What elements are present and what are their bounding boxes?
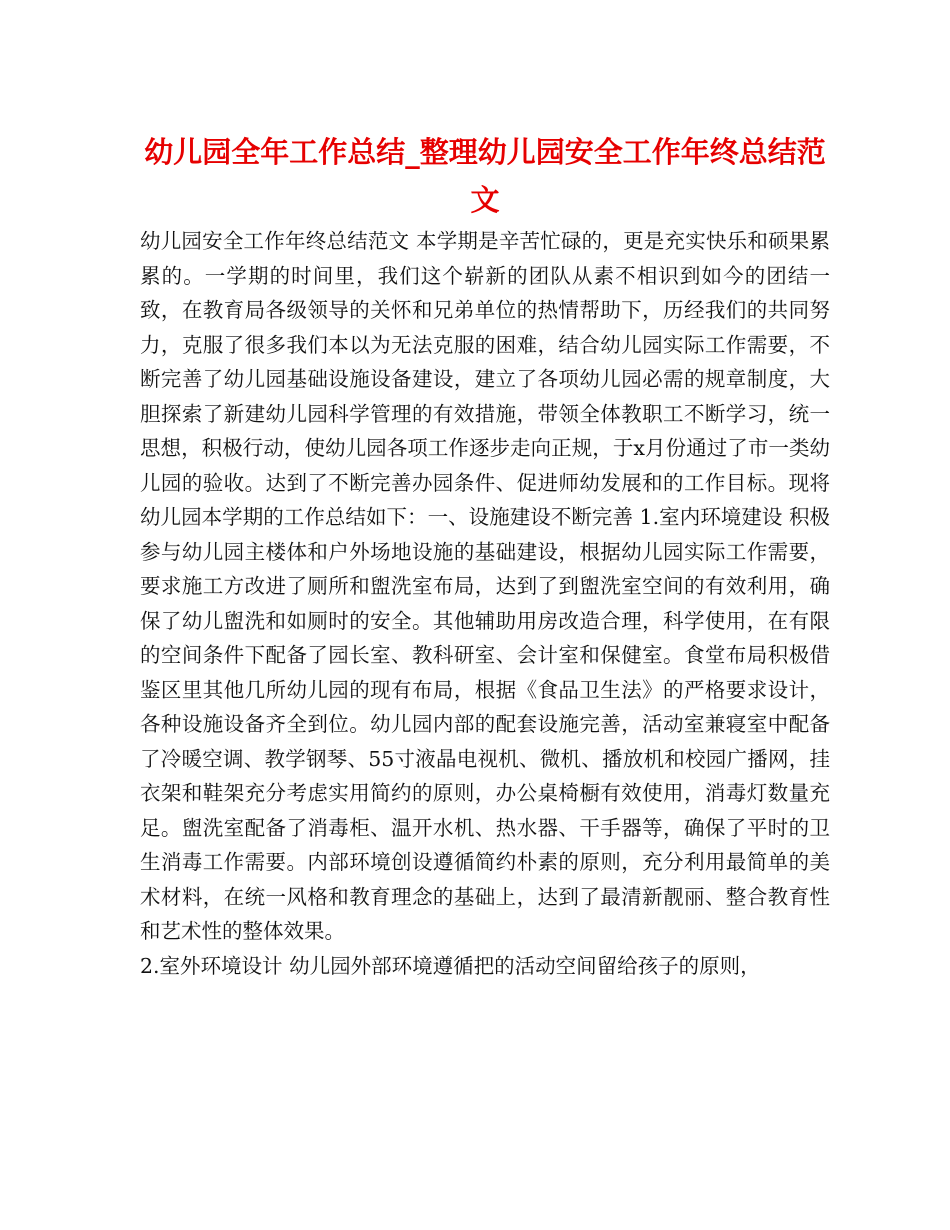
document-body xyxy=(140,224,830,983)
body-paragraph-2: 2.室外环境设计 幼儿园外部环境遵循把的活动空间留给孩子的原则， xyxy=(140,953,761,978)
document-title: 幼儿园全年工作总结_整理幼儿园安全工作年终总结范文 xyxy=(144,135,826,217)
body-paragraph-1: 幼儿园安全工作年终总结范文 本学期是辛苦忙碌的，更是充实快乐和硕果累累的。一学期的时间里，我们这个崭新的团队从素不相识到如今的团结一致，在教育局各级领导的关怀和兄弟单位的热情帮助下，历经我们的共同努力，克服了很多我们本以为无法克服的困难，结合幼儿园实际工作需要，不断完善了幼儿园基础设施设备建设，建立了各项幼儿园必需的规章制度，大胆探索了新建幼儿园科学管理的有效措施，带领全体教职工不断学习，统一思想，积极行动，使幼儿园各项工作逐步走向正规，于x月份通过了市一类幼儿园的验收。达到了不断完善办园条件、促进师幼发展和的工作目标。现将幼儿园本学期的工作总结如下：一、设施建设不断完善 1.室内环境建设 积极参与幼儿园主楼体和户外场地设施的基础建设，根据幼儿园实际工作需要，要求施工方改进了厕所和盥洗室布局，达到了到盥洗室空间的有效利用，确保了幼儿盥洗和如厕时的安全。其他辅助用房改造合理，科学使用，在有限的空间条件下配备了园长室、教科研室、会计室和保健室。食堂布局积极借鉴区里其他几所幼儿园的现有布局，根据《食品卫生法》的严格要求设计，各种设施设备齐全到位。幼儿园内部的配套设施完善，活动室兼寝室中配备了冷暖空调、教学钢琴、55寸液晶电视机、微机、播放机和校园广播网，挂衣架和鞋架充分考虑实用简约的原则，办公桌椅橱有效使用，消毒灯数量充足。盥洗室配备了消毒柜、温开水机、热水器、干手器等，确保了平时的卫生消毒工作需要。内部环境创设遵循简约朴素的原则，充分利用最简单的美术材料，在统一风格和教育理念的基础上，达到了最清新靓丽、整合教育性和艺术性的整体效果。 xyxy=(140,229,830,943)
